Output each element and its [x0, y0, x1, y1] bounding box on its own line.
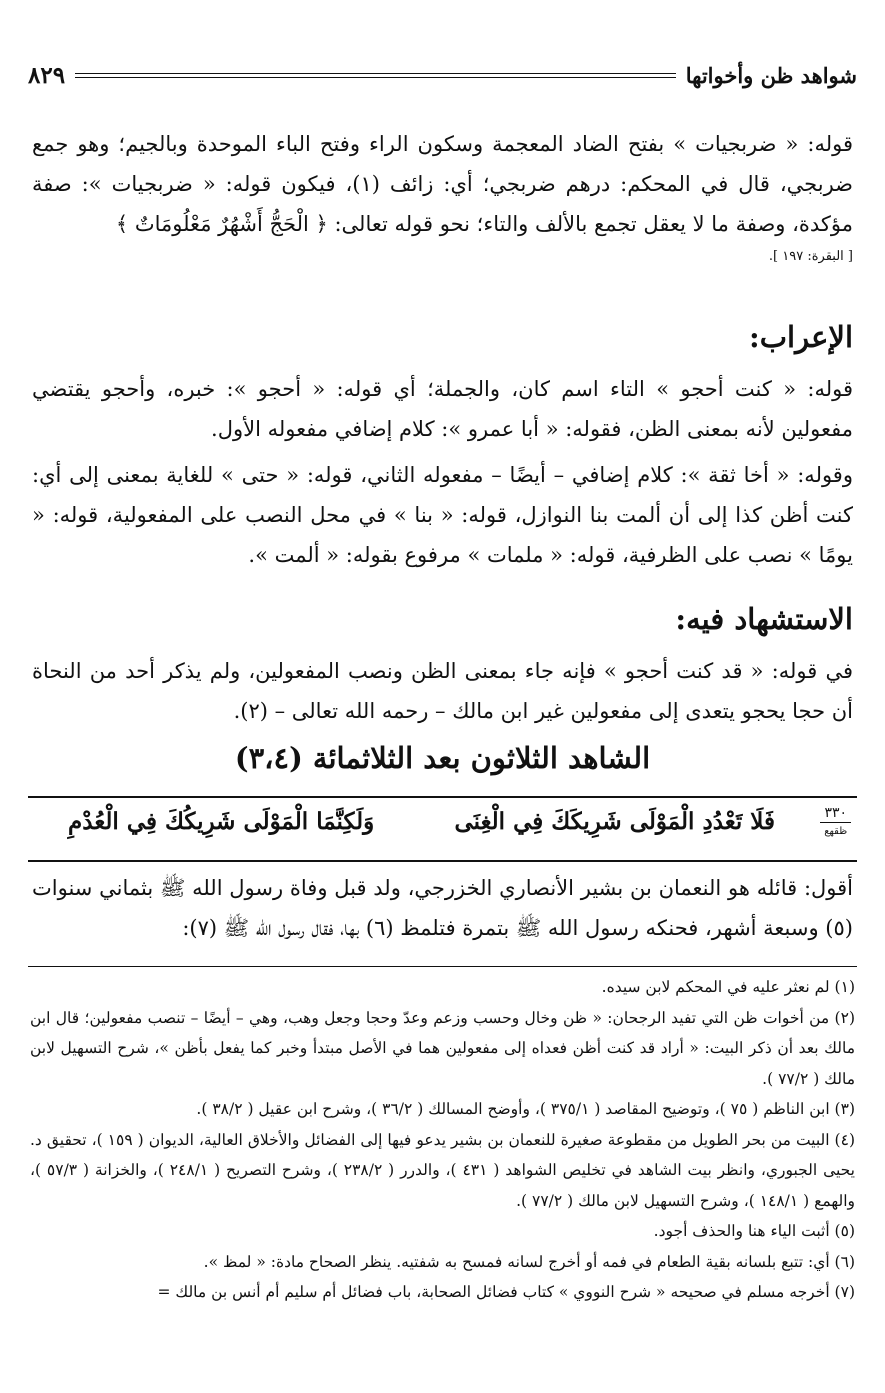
intro-section [32, 124, 853, 270]
author-section [32, 868, 853, 948]
heading-irab: الإعراب: [749, 320, 853, 354]
footnote-3: (٣) ابن الناظم ( ٧٥ )، وتوضيح المقاصد ( ٣٧٥/١ )، وأوضح المسالك ( ٣٦/٢ )، وشرح ابن عقيل ( ٣٨/٢ ). [196, 1100, 855, 1118]
running-title: شواهد ظن وأخواتها [685, 62, 857, 88]
shahid-title: الشاهد الثلاثون بعد الثلاثمائة (٣،٤) [234, 741, 651, 775]
page-header [28, 58, 857, 92]
paragraph-irab-2: وقوله: « أخا ثقة »: كلام إضافي – أيضًا – مفعوله الثاني، قوله: « حتى » للغاية بمعنى إلى أي: كنت أظن كذا إلى أن ألمت بنا النوازل، قوله: « بنا » في محل النصب على المفعولية، قوله: « يومًا » نصب على الظرفية، قوله: « ملمات » مرفوع بقوله: « ألمت ». [32, 463, 853, 567]
paragraph-istishhad: في قوله: « قد كنت أحجو » فإنه جاء بمعنى الظن ونصب المفعولين، ولم يذكر أحد من النحاة أن حجا يحجو يتعدى إلى مفعولين غير ابن مالك – رحمه الله تعالى – (٢). [32, 659, 853, 723]
footnote-1: (١) لم نعثر عليه في المحكم لابن سيده. [601, 978, 855, 996]
heading-istishhad: الاستشهاد فيه: [675, 602, 853, 636]
second-hemistich: وَلَكِنَّمَا الْمَوْلَى شَرِيكُكَ فِي الْعُدْمِ [68, 808, 375, 835]
verse-box [28, 796, 857, 862]
footnotes [30, 972, 855, 1308]
verse-number: ٣٣٠ ظقهع [820, 804, 851, 841]
footnote-5: (٥) أثبت الياء هنا والحذف أجود. [653, 1222, 855, 1240]
footnote-4: (٤) البيت من بحر الطويل من مقطوعة صغيرة للنعمان بن بشير يدعو فيها إلى الفضائل والأخلاق العالية، الديوان ( ١٥٩ )، تحقيق د. يحيى الجبوري، وانظر بيت الشاهد في تخليص الشواهد ( ٤٣١ )، والدرر ( ٢٣٨/٢ )، وشرح التصريح ( ٢٤٨/١ )، والخزانة ( ٥٧/٣ )، والهمع ( ١٤٨/١ )، وشرح التسهيل لابن مالك ( ٧٧/٢ ). [30, 1130, 855, 1210]
footnote-2: (٢) من أخوات ظن التي تفيد الرجحان: « ظن وخال وحسب وزعم وعدّ وحجا وجعل وهب، وهي – أيضًا – تنصب مفعولين؛ قال ابن مالك بعد أن ذكر البيت: « أراد قد كنت أظن فعداه إلى مفعولين هما في الأصل مبتدأ وخبر كما يفعل بأظن »، شرح التسهيل لابن مالك ( ٧٧/٢ ). [30, 1008, 855, 1088]
istishhad-section [32, 597, 853, 731]
page-number: ٨٢٩ [28, 61, 66, 89]
footnote-6: (٦) أي: تتبع بلسانه بقية الطعام في فمه أو أخرج لسانه فمسح به شفتيه. ينظر الصحاح مادة: « لمظ ». [203, 1252, 855, 1271]
first-hemistich: فَلَا تَعْدُدِ الْمَوْلَى شَرِيكَكَ فِي الْغِنَى [454, 808, 775, 835]
quran-reference: [ البقرة: ١٩٧ ]. [768, 249, 853, 264]
paragraph-author: أقول: قائله هو النعمان بن بشير الأنصاري الخزرجي، ولد قبل وفاة رسول الله ﷺ بثماني سنوات (٥) وسبعة أشهر، فحنكه رسول الله ﷺ بتمرة فتلمظ (٦) بها، فقال رسول الله ﷺ (٧): [32, 876, 853, 940]
footnote-separator [28, 966, 857, 967]
paragraph-irab-1: قوله: « كنت أحجو » التاء اسم كان، والجملة؛ أي قوله: « أحجو »: خبره، وأحجو يقتضي مفعولين لأنه بمعنى الظن، فقوله: « أبا عمرو »: كلام إضافي مفعوله الأول. [32, 377, 853, 441]
header-rule [75, 73, 676, 78]
paragraph-daribjiyat: قوله: « ضربجيات » بفتح الضاد المعجمة وسكون الراء وفتح الباء الموحدة وبالجيم؛ وهو جمع ضربجي، قال في المحكم: درهم ضربجي؛ أي: زائف (١)، فيكون قوله: « ضربجيات »: صفة مؤكدة، وصفة ما لا يعقل تجمع بالألف والتاء؛ نحو قوله تعالى: ﴿ الْحَجُّ أَشْهُرٌ مَعْلُومَاتٌ ﴾ [32, 132, 853, 236]
irab-section [32, 315, 853, 575]
footnote-7: (٧) أخرجه مسلم في صحيحه « شرح النووي » كتاب فضائل الصحابة، باب فضائل أم سليم أم أنس بن مالك = [157, 1283, 855, 1301]
